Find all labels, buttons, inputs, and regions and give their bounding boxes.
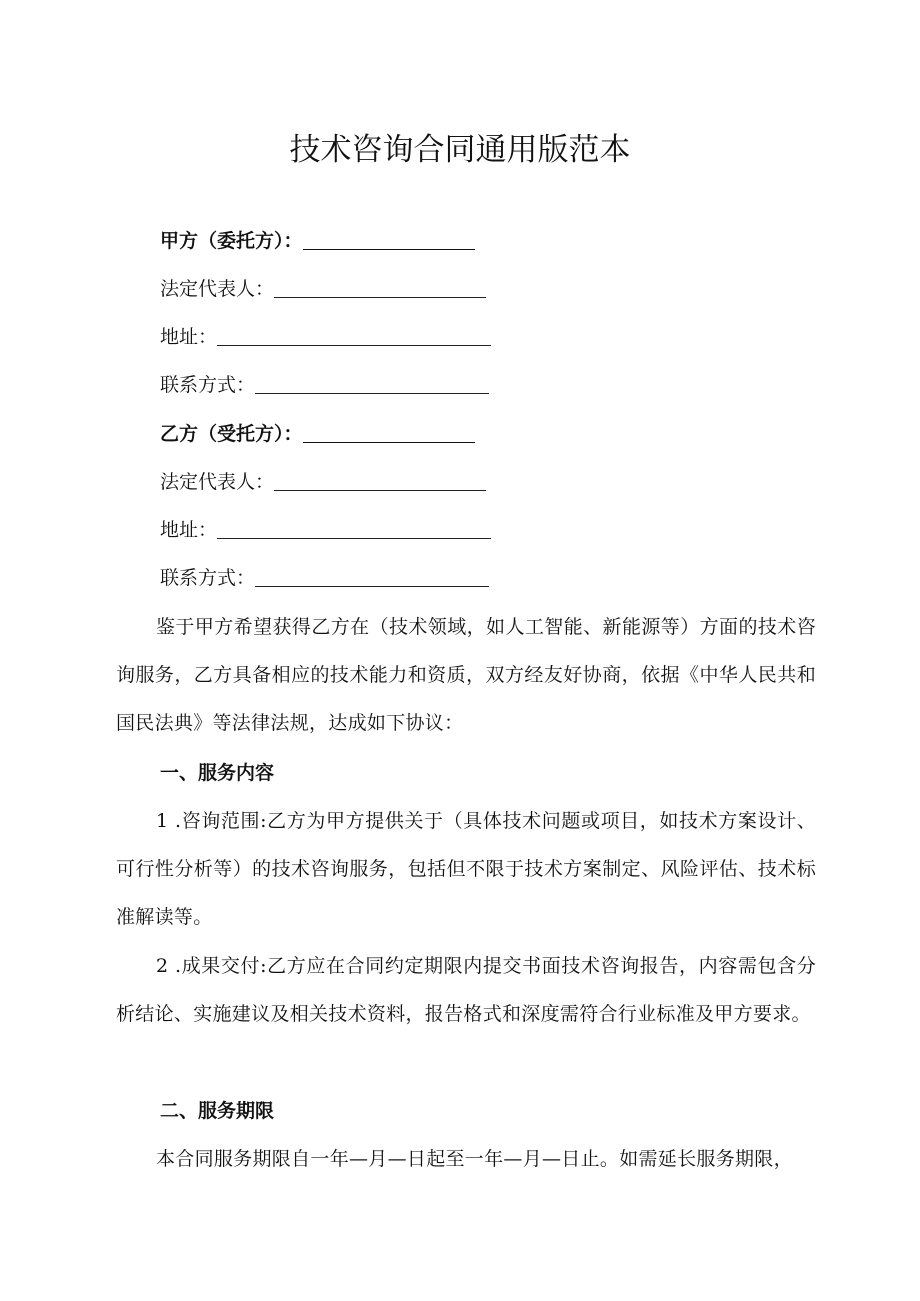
party-b-rep-field[interactable] <box>160 467 486 497</box>
party-a-blank-line[interactable] <box>303 249 475 250</box>
party-a-contact-blank-line[interactable] <box>255 393 489 394</box>
party-a-rep-label: 法定代表人： <box>160 278 275 300</box>
party-a-label: 甲方（委托方）： <box>160 230 303 252</box>
party-b-rep-blank-line[interactable] <box>274 490 486 491</box>
preamble-paragraph: 鉴于甲方希望获得乙方在（技术领域，如人工智能、新能源等）方面的技术咨询服务，乙方具备相应的技术能力和资质，双方经友好协商，依据《中华人民共和国民法典》等法律法规，达成如下协议： <box>116 616 816 734</box>
section-1-item-1: 1 .咨询范围:乙方为甲方提供关于（具体技术问题或项目，如技术方案设计、可行性分析等）的技术咨询服务，包括但不限于技术方案制定、风险评估、技术标准解读等。 <box>116 810 816 928</box>
party-a-contact-field[interactable] <box>160 370 489 400</box>
party-b-blank-line[interactable] <box>303 442 475 443</box>
party-b-field[interactable] <box>160 419 475 449</box>
party-a-rep-field[interactable] <box>160 274 486 304</box>
section-2-text: 本合同服务期限自一年—月—日起至一年—月—日止。如需延长服务期限， <box>156 1148 793 1170</box>
section-2-heading: 二、服务期限 <box>160 1100 275 1122</box>
party-a-address-label: 地址： <box>160 326 218 348</box>
document-title: 技术咨询合同通用版范本 <box>289 132 631 168</box>
party-a-field[interactable] <box>160 226 475 256</box>
party-b-label: 乙方（受托方）： <box>160 423 303 445</box>
party-b-address-field[interactable] <box>160 515 491 545</box>
party-a-contact-label: 联系方式： <box>160 374 256 396</box>
party-b-contact-label: 联系方式： <box>160 567 256 589</box>
party-b-address-blank-line[interactable] <box>217 538 491 539</box>
section-1-heading: 一、服务内容 <box>160 762 275 784</box>
party-b-contact-blank-line[interactable] <box>255 586 489 587</box>
party-a-rep-blank-line[interactable] <box>274 297 486 298</box>
party-a-address-field[interactable] <box>160 322 491 352</box>
party-a-address-blank-line[interactable] <box>217 345 491 346</box>
party-b-rep-label: 法定代表人： <box>160 471 275 493</box>
section-1-item-2: 2 .成果交付:乙方应在合同约定期限内提交书面技术咨询报告，内容需包含分析结论、实施建议及相关技术资料，报告格式和深度需符合行业标准及甲方要求。 <box>116 955 816 1025</box>
party-b-address-label: 地址： <box>160 519 218 541</box>
party-b-contact-field[interactable] <box>160 563 489 593</box>
